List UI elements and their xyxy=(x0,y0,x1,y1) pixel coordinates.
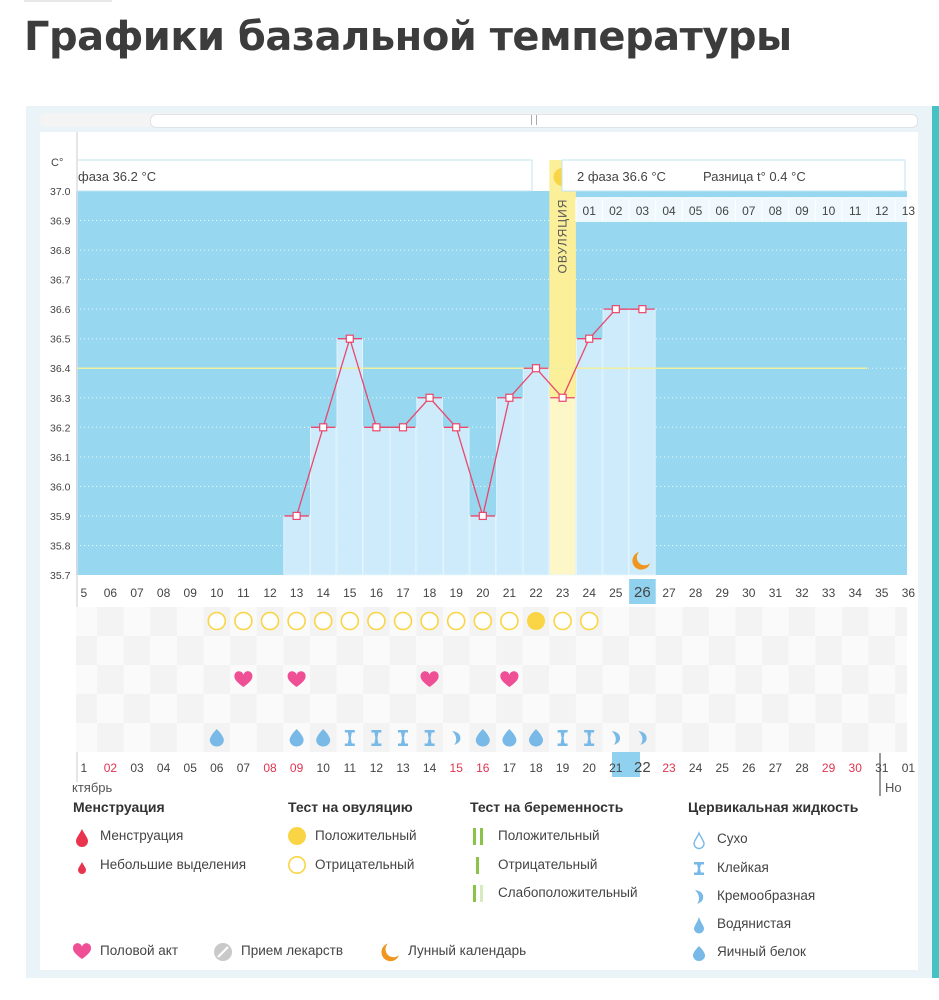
calendar-date-label: 05 xyxy=(183,761,197,775)
cycle-day-label: 17 xyxy=(396,586,410,600)
temperature-bar xyxy=(364,427,390,575)
ovulation-test-negative-icon xyxy=(341,613,358,630)
phase2-label: 2 фаза 36.6 °C xyxy=(577,169,666,184)
calendar-date-label: 27 xyxy=(768,761,783,775)
symbol-grid-cell xyxy=(150,607,177,636)
symbol-grid-cell xyxy=(895,636,907,665)
empty-drop-icon xyxy=(689,830,709,850)
symbol-grid-cell xyxy=(576,694,603,723)
symbol-grid-cell xyxy=(736,665,763,694)
blood-drop-icon xyxy=(72,827,92,847)
symbol-grid-cell xyxy=(762,723,789,752)
symbol-grid-cell xyxy=(629,636,656,665)
two-green-bars-icon xyxy=(470,827,490,847)
symbol-grid-cell xyxy=(549,636,576,665)
ovulation-test-negative-icon xyxy=(288,613,305,630)
luteal-day-label: 11 xyxy=(848,204,862,218)
symbol-grid-cell xyxy=(762,665,789,694)
symbol-grid-cell xyxy=(443,694,470,723)
calendar-date-label: 31 xyxy=(875,761,889,775)
symbol-grid-cell xyxy=(390,636,417,665)
symbol-grid-cell xyxy=(97,694,124,723)
sticky-icon xyxy=(689,859,709,879)
moon-icon xyxy=(380,942,402,964)
cycle-day-label: 30 xyxy=(742,586,756,600)
symbol-grid-cell xyxy=(842,665,869,694)
symbol-grid-cell xyxy=(709,723,736,752)
symbol-grid-cell xyxy=(257,636,284,665)
y-tick-label: 36.3 xyxy=(50,392,71,405)
temperature-bar xyxy=(417,398,443,575)
temperature-bar xyxy=(470,516,496,575)
calendar-date-label: 25 xyxy=(715,761,729,775)
cycle-day-label: 14 xyxy=(316,586,330,600)
symbol-grid-cell xyxy=(815,723,842,752)
temperature-point xyxy=(586,335,593,342)
calendar-date-label: 19 xyxy=(555,761,570,775)
ovulation-test-negative-icon xyxy=(581,613,598,630)
cycle-day-label: 31 xyxy=(768,586,783,600)
symbol-grid-cell xyxy=(682,694,709,723)
symbol-grid-cell xyxy=(97,665,124,694)
y-tick-label: 36.0 xyxy=(50,481,71,494)
symbol-grid-cell xyxy=(150,636,177,665)
luteal-day-label: 07 xyxy=(742,204,756,218)
symbol-grid-cell xyxy=(496,694,523,723)
ovulation-test-negative-icon xyxy=(448,613,465,630)
symbol-grid-cell xyxy=(682,636,709,665)
symbol-grid-cell xyxy=(416,636,443,665)
ovulation-test-negative-icon xyxy=(501,613,518,630)
temperature-bar xyxy=(550,398,576,575)
symbol-grid-cell xyxy=(603,694,630,723)
luteal-day-label: 06 xyxy=(715,204,729,218)
calendar-date-label: 30 xyxy=(848,761,862,775)
symbol-grid-cell xyxy=(549,694,576,723)
temperature-point xyxy=(400,424,407,431)
symbol-grid-cell xyxy=(470,665,497,694)
watery-drop-icon xyxy=(689,915,709,935)
symbol-grid-cell xyxy=(310,665,337,694)
symbol-grid-cell xyxy=(682,723,709,752)
symbol-grid-cell xyxy=(124,607,151,636)
symbol-grid-cell xyxy=(97,607,124,636)
cycle-day-label: 35 xyxy=(875,586,889,600)
symbol-grid-cell xyxy=(603,607,630,636)
calendar-date-label: 07 xyxy=(236,761,251,775)
y-tick-label: 37.0 xyxy=(50,186,71,198)
symbol-grid-cell xyxy=(736,607,763,636)
legend-ovulation-test-title: Тест на овуляцию xyxy=(288,799,413,815)
ovulation-test-negative-icon xyxy=(315,613,332,630)
symbol-grid-cell xyxy=(576,636,603,665)
symbol-grid-cell xyxy=(337,694,364,723)
symbol-grid-cell xyxy=(762,636,789,665)
symbol-grid-cell xyxy=(576,665,603,694)
symbol-grid-cell xyxy=(310,636,337,665)
symbol-grid-cell xyxy=(709,694,736,723)
symbol-grid-cell xyxy=(789,723,816,752)
symbol-grid-cell xyxy=(363,665,390,694)
symbol-grid-cell xyxy=(815,665,842,694)
temperature-point xyxy=(506,394,513,401)
calendar-date-label: 26 xyxy=(742,761,756,775)
calendar-date-label: 28 xyxy=(795,761,809,775)
y-tick-label: 36.9 xyxy=(50,215,71,228)
temperature-point xyxy=(559,394,566,401)
filled-sun-icon xyxy=(287,827,309,849)
temperature-bar xyxy=(576,339,602,575)
calendar-date-label: 11 xyxy=(343,761,357,775)
cycle-day-label: 26 xyxy=(634,584,651,601)
symbol-grid-cell xyxy=(549,665,576,694)
calendar-date-label: 06 xyxy=(210,761,224,775)
symbol-grid-cell xyxy=(257,723,284,752)
symbol-grid-cell xyxy=(283,636,310,665)
y-tick-label: 36.6 xyxy=(50,304,71,317)
symbol-grid-cell xyxy=(523,665,550,694)
calendar-date-label: 18 xyxy=(529,761,543,775)
empty-circle-icon xyxy=(287,856,309,878)
symbol-grid-cell xyxy=(177,665,204,694)
symbol-grid-cell xyxy=(124,694,151,723)
symbol-grid-cell xyxy=(869,607,896,636)
symbol-grid-cell xyxy=(283,694,310,723)
symbol-grid-cell xyxy=(895,607,907,636)
symbol-grid-cell xyxy=(895,665,907,694)
legend-menstruation-title: Менструация xyxy=(73,799,165,815)
symbol-grid-cell xyxy=(390,694,417,723)
y-tick-label: 36.4 xyxy=(50,363,71,376)
temperature-point xyxy=(612,306,619,313)
symbol-grid-cell xyxy=(124,665,151,694)
symbol-grid-cell xyxy=(204,636,231,665)
symbol-grid-cell xyxy=(869,636,896,665)
symbol-grid-cell xyxy=(257,665,284,694)
calendar-date-label: 17 xyxy=(502,761,517,775)
calendar-date-label: 29 xyxy=(821,761,836,775)
symbol-grid-cell xyxy=(762,607,789,636)
temperature-bar xyxy=(390,427,416,575)
ovulation-test-negative-icon xyxy=(554,613,571,630)
temperature-point xyxy=(453,424,460,431)
cycle-day-label: 33 xyxy=(821,586,836,600)
y-tick-label: 36.7 xyxy=(50,274,71,287)
temperature-point xyxy=(293,512,300,519)
symbol-grid-cell xyxy=(736,636,763,665)
symbol-grid-cell xyxy=(869,665,896,694)
cycle-day-label: 34 xyxy=(848,586,862,600)
symbol-grid-cell xyxy=(842,694,869,723)
luteal-day-label: 08 xyxy=(768,204,783,218)
symbol-grid-cell xyxy=(736,723,763,752)
symbol-grid-cell xyxy=(177,607,204,636)
symbol-grid-cell xyxy=(656,607,683,636)
symbol-grid-cell xyxy=(682,607,709,636)
temperature-bar xyxy=(497,398,523,575)
cycle-day-label: 5 xyxy=(80,586,88,600)
symbol-grid-cell xyxy=(363,694,390,723)
symbol-grid-cell xyxy=(709,636,736,665)
cycle-day-label: 20 xyxy=(476,586,490,600)
calendar-date-label: 02 xyxy=(103,761,118,775)
symbol-grid-cell xyxy=(815,607,842,636)
cycle-day-label: 16 xyxy=(369,586,384,600)
calendar-date-label: 12 xyxy=(369,761,384,775)
cycle-day-label: 08 xyxy=(156,586,171,600)
cycle-day-label: 15 xyxy=(343,586,357,600)
legend-pregnancy-test-title: Тест на беременность xyxy=(470,799,624,815)
y-tick-label: 36.8 xyxy=(50,245,71,258)
temperature-point xyxy=(320,424,327,431)
symbol-grid-cell xyxy=(230,723,257,752)
symbol-grid-cell xyxy=(177,694,204,723)
luteal-day-label: 09 xyxy=(795,204,809,218)
cycle-day-label: 10 xyxy=(210,586,224,600)
y-tick-label: 35.8 xyxy=(50,540,71,553)
symbol-grid-cell xyxy=(629,607,656,636)
calendar-date-label: 23 xyxy=(662,761,676,775)
month-label: ктябрь xyxy=(72,780,113,795)
symbol-grid-cell xyxy=(523,694,550,723)
calendar-date-label: 08 xyxy=(263,761,277,775)
calendar-date-label: 22 xyxy=(634,759,651,776)
symbol-grid-cell xyxy=(150,665,177,694)
cycle-day-label: 06 xyxy=(103,586,118,600)
luteal-day-label: 12 xyxy=(875,204,889,218)
luteal-day-label: 04 xyxy=(662,204,676,218)
calendar-date-label: 24 xyxy=(688,761,703,775)
creamy-icon xyxy=(689,887,709,907)
symbol-grid-cell xyxy=(736,694,763,723)
cycle-day-label: 23 xyxy=(555,586,570,600)
symbol-grid-cell xyxy=(310,694,337,723)
symbol-grid-cell xyxy=(150,723,177,752)
symbol-grid-cell xyxy=(869,723,896,752)
calendar-date-label: 13 xyxy=(396,761,410,775)
ovulation-label: ОВУЛЯЦИЯ xyxy=(555,198,570,274)
cycle-day-label: 36 xyxy=(901,586,916,600)
phase1-label: фаза 36.2 °C xyxy=(78,169,157,184)
next-month-label: Но xyxy=(885,780,902,795)
symbol-grid-cell xyxy=(682,665,709,694)
luteal-day-label: 10 xyxy=(821,204,836,218)
symbol-grid-cell xyxy=(895,694,907,723)
ovulation-test-negative-icon xyxy=(235,613,252,630)
cycle-day-label: 09 xyxy=(183,586,197,600)
temperature-bar xyxy=(523,368,549,575)
cycle-day-label: 19 xyxy=(449,586,463,600)
cycle-day-label: 32 xyxy=(795,586,809,600)
temperature-point xyxy=(479,512,486,519)
symbol-grid-cell xyxy=(842,723,869,752)
symbol-grid-cell xyxy=(124,636,151,665)
y-tick-label: 36.1 xyxy=(50,451,71,464)
ovulation-test-negative-icon xyxy=(262,613,279,630)
temperature-point xyxy=(639,306,646,313)
symbol-grid-cell xyxy=(470,636,497,665)
temperature-point xyxy=(533,365,540,372)
cycle-day-label: 21 xyxy=(502,586,517,600)
symbol-grid-cell xyxy=(629,694,656,723)
calendar-date-label: 03 xyxy=(130,761,144,775)
calendar-date-label: 14 xyxy=(422,761,437,775)
symbol-grid-cell xyxy=(656,636,683,665)
ovulation-test-negative-icon xyxy=(474,613,491,630)
symbol-grid-cell xyxy=(150,694,177,723)
symbol-grid-cell xyxy=(204,665,231,694)
cycle-day-label: 22 xyxy=(529,586,543,600)
symbol-grid-cell xyxy=(603,665,630,694)
symbol-grid-cell xyxy=(416,694,443,723)
cycle-day-label: 07 xyxy=(130,586,144,600)
ovulation-test-negative-icon xyxy=(368,613,385,630)
one-green-bar-icon xyxy=(470,856,490,876)
calendar-date-label: 01 xyxy=(901,761,916,775)
temperature-bar xyxy=(284,516,310,575)
symbol-grid-cell xyxy=(709,607,736,636)
egg-white-icon xyxy=(689,943,709,963)
luteal-day-label: 03 xyxy=(635,204,650,218)
calendar-date-label: 21 xyxy=(609,761,623,775)
small-blood-drop-icon xyxy=(72,856,92,876)
temperature-point xyxy=(346,335,353,342)
symbol-grid-cell xyxy=(204,694,231,723)
symbol-grid-cell xyxy=(97,636,124,665)
symbol-grid-cell xyxy=(789,665,816,694)
y-tick-label: 35.7 xyxy=(50,570,71,582)
symbol-grid-cell xyxy=(496,636,523,665)
y-axis-unit: C° xyxy=(51,157,64,169)
symbol-grid-cell xyxy=(629,665,656,694)
symbol-grid-cell xyxy=(177,636,204,665)
luteal-day-label: 05 xyxy=(688,204,703,218)
symbol-grid-cell xyxy=(789,636,816,665)
symbol-grid-cell xyxy=(230,636,257,665)
ovulation-test-negative-icon xyxy=(208,613,225,630)
symbol-grid-cell xyxy=(656,665,683,694)
cycle-day-label: 27 xyxy=(662,586,676,600)
heart-icon xyxy=(72,942,94,964)
symbol-grid-cell xyxy=(523,636,550,665)
y-tick-label: 35.9 xyxy=(50,510,71,523)
temperature-bar xyxy=(310,427,336,575)
symbol-grid-cell xyxy=(656,694,683,723)
temperature-bar xyxy=(443,427,469,575)
symbol-grid-cell xyxy=(443,665,470,694)
ovulation-test-negative-icon xyxy=(421,613,438,630)
legend-cervical-fluid-title: Цервикальная жидкость xyxy=(688,799,859,815)
calendar-date-label: 1 xyxy=(80,761,88,775)
symbol-grid-cell xyxy=(789,607,816,636)
calendar-date-label: 20 xyxy=(582,761,596,775)
temperature-point xyxy=(373,424,380,431)
symbol-grid-cell xyxy=(470,694,497,723)
symbol-grid-cell xyxy=(656,723,683,752)
calendar-date-label: 09 xyxy=(289,761,304,775)
symbol-grid-cell xyxy=(337,665,364,694)
symbol-grid-cell xyxy=(124,723,151,752)
temperature-bar xyxy=(603,309,629,575)
symbol-grid-cell xyxy=(363,636,390,665)
symbol-grid-cell xyxy=(390,665,417,694)
luteal-day-label: 13 xyxy=(901,204,916,218)
cycle-day-label: 28 xyxy=(688,586,703,600)
ovulation-test-negative-icon xyxy=(395,613,412,630)
symbol-grid-cell xyxy=(230,694,257,723)
luteal-day-label: 02 xyxy=(609,204,623,218)
cycle-day-label: 12 xyxy=(263,586,277,600)
symbol-grid-cell xyxy=(842,636,869,665)
page-title: Графики базальной температуры xyxy=(24,14,792,60)
cycle-day-label: 25 xyxy=(609,586,623,600)
calendar-date-label: 15 xyxy=(449,761,463,775)
weak-green-bars-icon xyxy=(470,884,490,904)
calendar-date-label: 16 xyxy=(476,761,490,775)
symbol-grid-cell xyxy=(895,723,907,752)
y-tick-label: 36.5 xyxy=(50,333,71,346)
cycle-day-label: 29 xyxy=(715,586,729,600)
symbol-grid-cell xyxy=(257,694,284,723)
calendar-date-label: 10 xyxy=(316,761,330,775)
cycle-day-label: 13 xyxy=(289,586,304,600)
temperature-point xyxy=(426,394,433,401)
symbol-grid-cell xyxy=(815,636,842,665)
symbol-grid-cell xyxy=(603,636,630,665)
symbol-grid-cell xyxy=(443,636,470,665)
symbol-grid-cell xyxy=(177,723,204,752)
symbol-grid-cell xyxy=(869,694,896,723)
symbol-grid-cell xyxy=(842,607,869,636)
symbol-grid-cell xyxy=(337,636,364,665)
ovulation-test-positive-icon xyxy=(527,612,545,630)
cycle-day-label: 11 xyxy=(237,586,250,600)
symbol-grid-cell xyxy=(97,723,124,752)
cycle-day-label: 24 xyxy=(582,586,596,600)
difference-label: Разница t° 0.4 °C xyxy=(703,169,806,184)
cycle-day-label: 18 xyxy=(422,586,437,600)
pill-icon xyxy=(213,942,235,964)
symbol-grid-cell xyxy=(789,694,816,723)
temperature-bar xyxy=(337,339,363,575)
symbol-grid-cell xyxy=(815,694,842,723)
luteal-day-label: 01 xyxy=(582,204,596,218)
calendar-date-label: 04 xyxy=(156,761,171,775)
y-tick-label: 36.2 xyxy=(50,422,71,435)
symbol-grid-cell xyxy=(709,665,736,694)
temperature-bar xyxy=(630,309,656,575)
symbol-grid-cell xyxy=(762,694,789,723)
